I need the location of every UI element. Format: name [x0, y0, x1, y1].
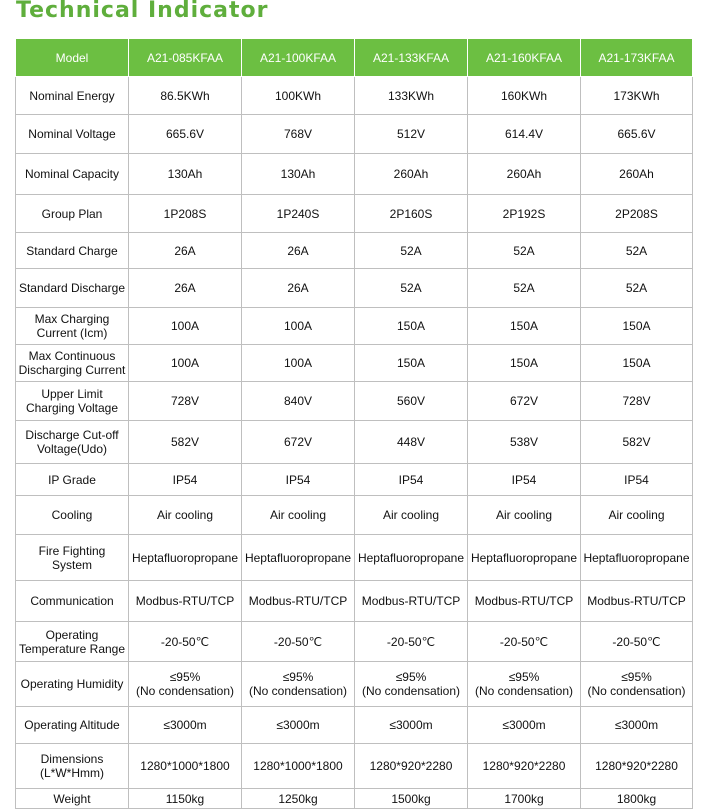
table-cell: ≤95% (No condensation): [468, 662, 581, 707]
header-cell: Model: [16, 39, 129, 77]
table-cell: 52A: [468, 233, 581, 269]
table-cell: Modbus-RTU/TCP: [129, 581, 242, 622]
table-cell: 52A: [581, 233, 693, 269]
table-cell: 173KWh: [581, 77, 693, 115]
table-cell: 100A: [129, 345, 242, 382]
table-row: [16, 269, 693, 308]
row-label: Communication: [16, 581, 129, 622]
row-label: Weight: [16, 789, 129, 809]
table-cell: ≤3000m: [355, 707, 468, 744]
table-cell: 582V: [129, 421, 242, 464]
row-label: Max Continuous Discharging Current: [16, 345, 129, 382]
table-cell: 665.6V: [129, 115, 242, 154]
table-cell: Modbus-RTU/TCP: [355, 581, 468, 622]
table-cell: 768V: [242, 115, 355, 154]
table-cell: 100A: [242, 345, 355, 382]
table-cell: 448V: [355, 421, 468, 464]
header-cell: A21-160KFAA: [468, 39, 581, 77]
table-cell: 130Ah: [242, 154, 355, 195]
table-cell: 840V: [242, 382, 355, 421]
table-cell: Air cooling: [242, 496, 355, 535]
table-row: [16, 345, 693, 382]
table-row: [16, 421, 693, 464]
table-cell: 1500kg: [355, 789, 468, 809]
table-row: [16, 707, 693, 744]
table-cell: Modbus-RTU/TCP: [581, 581, 693, 622]
table-cell: 1280*920*2280: [468, 744, 581, 789]
table-cell: 1150kg: [129, 789, 242, 809]
row-label: Operating Temperature Range: [16, 622, 129, 662]
table-cell: Air cooling: [581, 496, 693, 535]
table-cell: 26A: [129, 269, 242, 308]
table-row: [16, 789, 693, 809]
table-cell: 100A: [242, 308, 355, 345]
row-label: Upper Limit Charging Voltage: [16, 382, 129, 421]
table-cell: -20-50℃: [242, 622, 355, 662]
table-cell: IP54: [581, 464, 693, 496]
table-row: [16, 535, 693, 581]
table-row: [16, 233, 693, 269]
table-cell: 560V: [355, 382, 468, 421]
table-cell: Modbus-RTU/TCP: [242, 581, 355, 622]
row-label: Nominal Capacity: [16, 154, 129, 195]
table-row: [16, 581, 693, 622]
table-cell: -20-50℃: [129, 622, 242, 662]
table-row: [16, 744, 693, 789]
row-label: Dimensions (L*W*Hmm): [16, 744, 129, 789]
table-row: [16, 154, 693, 195]
table-cell: 2P192S: [468, 195, 581, 233]
table-cell: -20-50℃: [581, 622, 693, 662]
table-cell: IP54: [129, 464, 242, 496]
table-cell: Air cooling: [355, 496, 468, 535]
table-cell: ≤95% (No condensation): [242, 662, 355, 707]
table-cell: 512V: [355, 115, 468, 154]
row-label: Nominal Energy: [16, 77, 129, 115]
table-cell: 150A: [355, 308, 468, 345]
table-row: [16, 382, 693, 421]
table-cell: 160KWh: [468, 77, 581, 115]
header-row: [16, 39, 693, 77]
table-cell: Heptafluoropropane: [468, 535, 581, 581]
row-label: Operating Humidity: [16, 662, 129, 707]
header-cell: A21-100KFAA: [242, 39, 355, 77]
table-cell: 52A: [355, 233, 468, 269]
table-cell: 52A: [468, 269, 581, 308]
spec-table-body: [16, 77, 693, 809]
table-cell: 150A: [468, 308, 581, 345]
table-cell: 1P240S: [242, 195, 355, 233]
table-cell: 260Ah: [468, 154, 581, 195]
row-label: Group Plan: [16, 195, 129, 233]
table-cell: ≤3000m: [242, 707, 355, 744]
table-cell: 260Ah: [355, 154, 468, 195]
row-label: Standard Discharge: [16, 269, 129, 308]
table-cell: ≤95% (No condensation): [355, 662, 468, 707]
table-row: [16, 77, 693, 115]
table-row: [16, 115, 693, 154]
table-cell: 2P160S: [355, 195, 468, 233]
table-cell: 614.4V: [468, 115, 581, 154]
table-cell: 150A: [581, 345, 693, 382]
table-cell: Air cooling: [468, 496, 581, 535]
table-cell: 52A: [581, 269, 693, 308]
row-label: Fire Fighting System: [16, 535, 129, 581]
table-cell: ≤3000m: [129, 707, 242, 744]
table-cell: 728V: [129, 382, 242, 421]
row-label: IP Grade: [16, 464, 129, 496]
row-label: Operating Altitude: [16, 707, 129, 744]
table-cell: 582V: [581, 421, 693, 464]
table-cell: ≤95% (No condensation): [129, 662, 242, 707]
table-cell: -20-50℃: [355, 622, 468, 662]
table-cell: Heptafluoropropane: [355, 535, 468, 581]
table-cell: ≤3000m: [581, 707, 693, 744]
table-cell: 728V: [581, 382, 693, 421]
table-cell: Heptafluoropropane: [242, 535, 355, 581]
table-cell: 150A: [581, 308, 693, 345]
table-cell: 665.6V: [581, 115, 693, 154]
table-cell: 1700kg: [468, 789, 581, 809]
table-cell: Heptafluoropropane: [581, 535, 693, 581]
row-label: Nominal Voltage: [16, 115, 129, 154]
table-cell: 1P208S: [129, 195, 242, 233]
table-cell: 150A: [355, 345, 468, 382]
table-row: [16, 662, 693, 707]
table-cell: 260Ah: [581, 154, 693, 195]
table-cell: 26A: [129, 233, 242, 269]
table-cell: 2P208S: [581, 195, 693, 233]
header-cell: A21-133KFAA: [355, 39, 468, 77]
table-cell: Heptafluoropropane: [129, 535, 242, 581]
table-cell: ≤95% (No condensation): [581, 662, 693, 707]
table-row: [16, 308, 693, 345]
table-cell: 130Ah: [129, 154, 242, 195]
table-cell: 133KWh: [355, 77, 468, 115]
spec-table: [15, 38, 693, 809]
table-cell: 1280*1000*1800: [129, 744, 242, 789]
table-row: [16, 622, 693, 662]
table-row: [16, 464, 693, 496]
table-row: [16, 195, 693, 233]
header-cell: A21-173KFAA: [581, 39, 693, 77]
row-label: Max Charging Current (Icm): [16, 308, 129, 345]
row-label: Standard Charge: [16, 233, 129, 269]
table-cell: 86.5KWh: [129, 77, 242, 115]
table-cell: 26A: [242, 233, 355, 269]
table-cell: 1280*1000*1800: [242, 744, 355, 789]
table-row: [16, 496, 693, 535]
table-cell: ≤3000m: [468, 707, 581, 744]
table-cell: 26A: [242, 269, 355, 308]
table-cell: 100A: [129, 308, 242, 345]
table-cell: Modbus-RTU/TCP: [468, 581, 581, 622]
row-label: Cooling: [16, 496, 129, 535]
header-cell: A21-085KFAA: [129, 39, 242, 77]
table-cell: IP54: [468, 464, 581, 496]
table-cell: 52A: [355, 269, 468, 308]
table-cell: Air cooling: [129, 496, 242, 535]
table-cell: IP54: [355, 464, 468, 496]
table-cell: 100KWh: [242, 77, 355, 115]
table-cell: 538V: [468, 421, 581, 464]
table-cell: 1280*920*2280: [581, 744, 693, 789]
table-cell: IP54: [242, 464, 355, 496]
table-cell: -20-50℃: [468, 622, 581, 662]
table-cell: 1280*920*2280: [355, 744, 468, 789]
table-cell: 1800kg: [581, 789, 693, 809]
row-label: Discharge Cut-off Voltage(Udo): [16, 421, 129, 464]
table-cell: 150A: [468, 345, 581, 382]
table-cell: 672V: [468, 382, 581, 421]
table-cell: 672V: [242, 421, 355, 464]
table-cell: 1250kg: [242, 789, 355, 809]
page-title: Technical Indicator: [16, 0, 269, 23]
